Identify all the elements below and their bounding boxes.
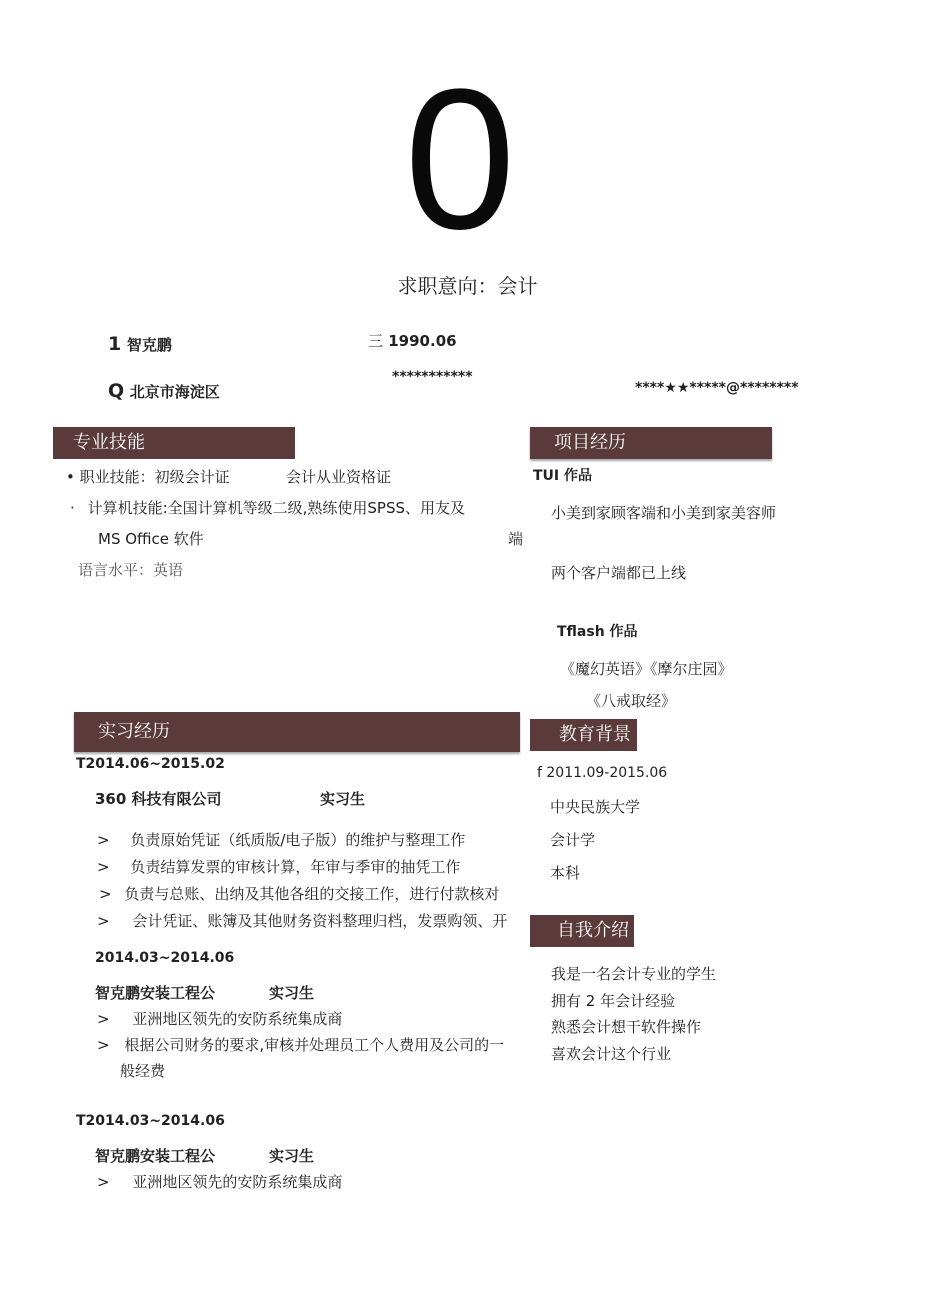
job-2-period: 2014.03~2014.06: [95, 950, 235, 966]
job-1-role: 实习生: [320, 790, 366, 808]
chevron-right-icon: >: [97, 1173, 110, 1191]
job-intent: 求职意向：会计: [397, 274, 538, 298]
job-2-company: 智克鹏安装工程公: [95, 984, 216, 1002]
about-line: 拥有 2 年会计经验: [551, 992, 676, 1010]
education-period: f 2011.09-2015.06: [537, 765, 668, 781]
skill-computer-text: 计算机技能:全国计算机等级二级,熟练使用SPSS、用友及: [87, 499, 465, 517]
user-icon: 1: [108, 333, 122, 355]
job-1-company: 360 科技有限公司: [95, 790, 222, 808]
job-1-item: > 负责结算发票的审核计算，年审与季审的抽凭工作: [97, 858, 461, 876]
location-text: 北京市海淀区: [129, 383, 220, 401]
education-school: 中央民族大学: [550, 798, 641, 816]
bullet-icon: ·: [70, 499, 75, 517]
skill-line-language-cropped: 语言水平：英语: [78, 561, 184, 579]
project-2-title: Tflash 作品: [557, 624, 638, 640]
project-1-line-1: 小美到家顾客端和小美到家美容师: [551, 504, 777, 522]
email-text: ****★★*****@********: [635, 380, 799, 396]
project-2-line-1: 《魔幻英语》《摩尔庄园》: [560, 660, 733, 678]
calendar-icon: 三: [368, 332, 384, 350]
skill-professional-text: 职业技能：初级会计证: [79, 468, 230, 486]
avatar-placeholder: 0: [404, 48, 516, 271]
birth-text: 1990.06: [388, 332, 457, 350]
job-2-role: 实习生: [269, 984, 315, 1002]
job-3-company: 智克鹏安装工程公: [95, 1147, 216, 1165]
about-heading: 自我介绍: [530, 915, 634, 947]
chevron-right-icon: >: [97, 1010, 110, 1028]
birth-field: [368, 330, 457, 351]
location-field: [108, 380, 220, 402]
name-text: 智克鹏: [126, 336, 172, 354]
projects-heading: 项目经历: [530, 427, 772, 459]
skill-line-professional: [66, 466, 230, 487]
job-1-item: > 负责原始凭证（纸质版/电子版）的维护与整理工作: [97, 831, 466, 849]
job-3-item: > 亚洲地区领先的安防系统集成商: [97, 1173, 343, 1191]
location-icon: Q: [108, 380, 125, 402]
project-2-line-2: 《八戒取经》: [586, 692, 677, 710]
job-1-item: > 会计凭证、账簿及其他财务资料整理归档，发票购领、开: [97, 912, 508, 930]
phone-text: ***********: [392, 369, 473, 385]
skill-line-software-extra: 端: [508, 530, 524, 548]
job-2-item: > 亚洲地区领先的安防系统集成商: [97, 1010, 343, 1028]
chevron-right-icon: >: [97, 1036, 110, 1054]
job-3-role: 实习生: [269, 1147, 315, 1165]
chevron-right-icon: >: [97, 831, 110, 849]
skill-line-software: MS Office 软件: [98, 530, 204, 548]
about-line: 熟悉会计想干软件操作: [551, 1018, 702, 1036]
job-1-item: > 负责与总账、出纳及其他各组的交接工作，进行付款核对: [99, 885, 500, 903]
bullet-icon: •: [66, 468, 75, 486]
project-1-title: TUI 作品: [533, 468, 593, 484]
about-line: 喜欢会计这个行业: [551, 1045, 672, 1063]
internship-heading: 实习经历: [74, 712, 520, 752]
skill-line-professional-extra: 会计从业资格证: [286, 468, 392, 486]
chevron-right-icon: >: [97, 912, 110, 930]
chevron-right-icon: >: [99, 885, 112, 903]
job-2-item-continued: 般经费: [120, 1062, 166, 1080]
project-1-line-2: 两个客户端都已上线: [551, 564, 687, 582]
education-major: 会计学: [550, 831, 596, 849]
education-degree-cropped: 本科: [550, 864, 581, 882]
chevron-right-icon: >: [97, 858, 110, 876]
education-heading: 教育背景: [530, 719, 637, 751]
about-line: 我是一名会计专业的学生: [551, 965, 717, 983]
job-1-period: T2014.06~2015.02: [76, 756, 225, 772]
job-3-period: T2014.03~2014.06: [76, 1113, 225, 1129]
job-2-item: > 根据公司财务的要求,审核并处理员工个人费用及公司的一: [97, 1036, 505, 1054]
skill-line-computer: [70, 497, 465, 518]
skills-heading: 专业技能: [53, 427, 295, 459]
name-field: [108, 333, 172, 355]
